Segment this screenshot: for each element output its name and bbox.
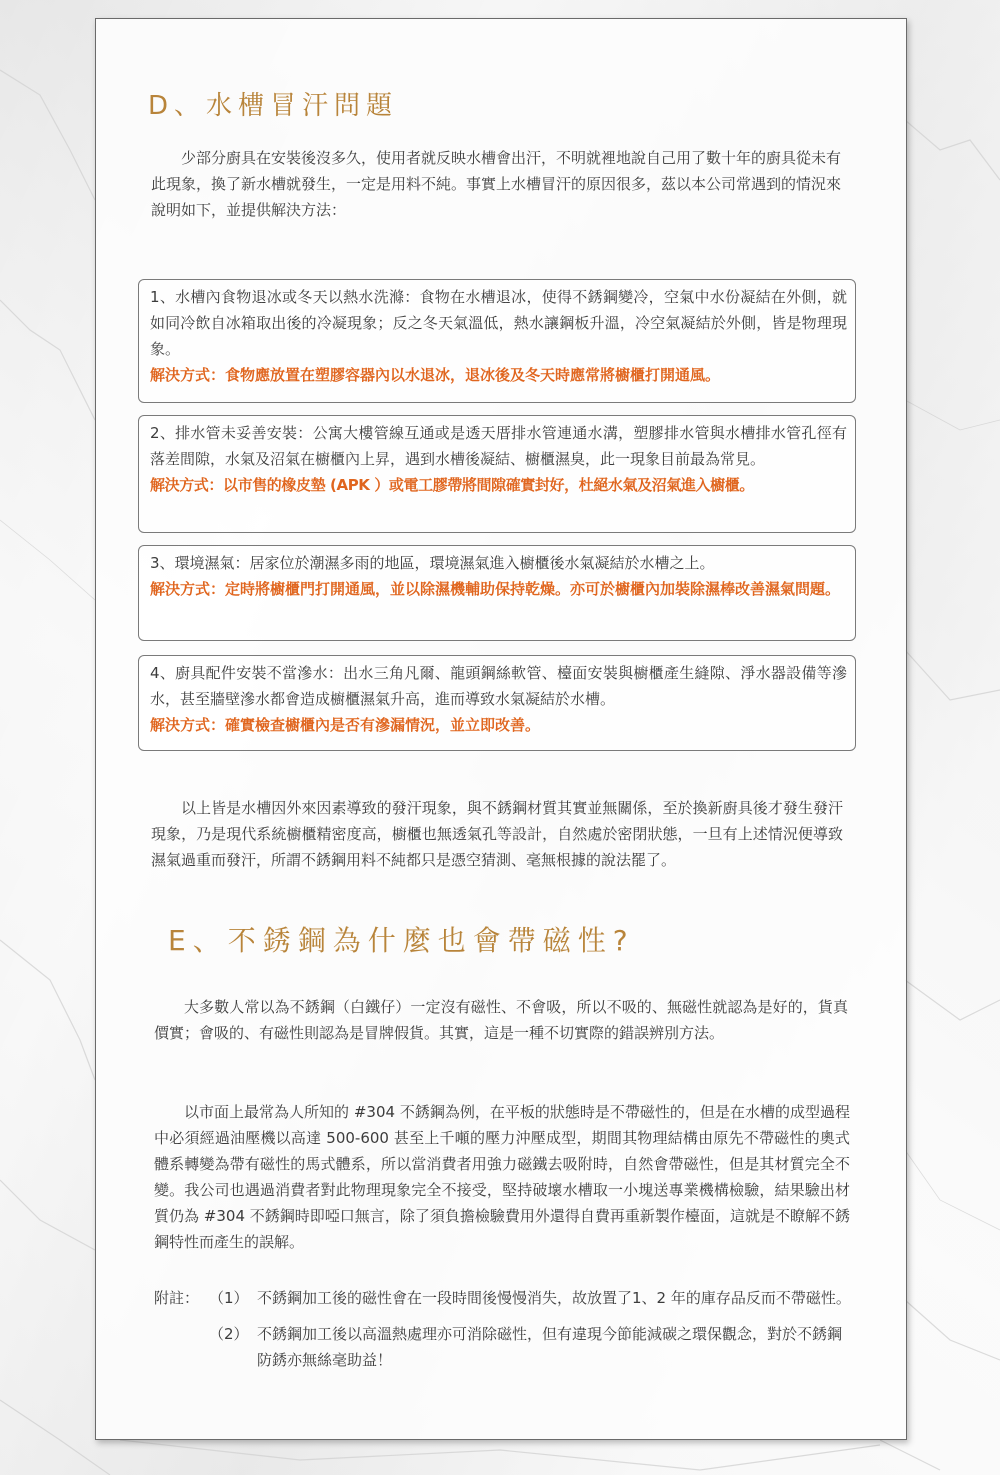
footnote-text: 不銹鋼加工後的磁性會在一段時間後慢慢消失，故放置了1、2 年的庫存品反而不帶磁性。 [257, 1289, 851, 1307]
footnote-label: 附註： [154, 1289, 200, 1307]
cause-text: 1、水槽內食物退冰或冬天以熱水洗滌：食物在水槽退冰，使得不銹鋼變冷，空氣中水份凝結在外側，就如同冷飲自冰箱取出後的冷凝現象；反之冬天氣溫低，熱水讓鋼板升溫，冷空氣凝結於外側，皆是物理現象。 [150, 288, 847, 358]
cause-box-2 [138, 415, 856, 533]
cause-solution: 解決方式：以市售的橡皮墊 (APK ）或電工膠帶將間隙確實封好，杜絕水氣及沼氣進入櫥櫃。 [150, 476, 754, 494]
footnote-item-1 [154, 1285, 854, 1311]
cause-text: 2、排水管未妥善安裝：公寓大樓管線互通或是透天厝排水管連通水溝，塑膠排水管與水槽排水管孔徑有落差間隙，水氣及沼氣在櫥櫃內上昇，遇到水槽後凝結、櫥櫃濕臭，此一現象目前最為常見。 [150, 424, 847, 468]
cause-solution: 解決方式：食物應放置在塑膠容器內以水退冰，退冰後及冬天時應常將櫥櫃打開通風。 [150, 366, 721, 384]
cause-solution: 解決方式：確實檢查櫥櫃內是否有滲漏情況，並立即改善。 [150, 716, 541, 734]
footnote-text: 不銹鋼加工後以高溫熱處理亦可消除磁性，但有違現今節能減碳之環保觀念，對於不銹鋼防銹亦無絲毫助益！ [257, 1325, 843, 1369]
cause-box-1 [138, 279, 856, 403]
cause-text: 4、廚具配件安裝不當滲水：出水三角凡爾、龍頭鋼絲軟管、檯面安裝與櫥櫃產生縫隙、淨水器設備等滲水，甚至牆壁滲水都會造成櫥櫃濕氣升高，進而導致水氣凝結於水槽。 [150, 664, 847, 708]
section-e-paragraph-2: 以市面上最常為人所知的 #304 不銹鋼為例，在平板的狀態時是不帶磁性的，但是在水槽的成型過程中必須經過油壓機以高達 500-600 甚至上千噸的壓力沖壓成型，期間其物理結構由原先不帶磁性的奧式體系轉變為帶有磁性的馬式體系，所以當消費者用強力磁鐵去吸附時，自然會帶磁性，但是其材質完全不變。我公司也遇過消費者對此物理現象完全不接受，堅持破壞水槽取一小塊送專業機構檢驗，結果驗出材質仍為 #304 不銹鋼時即啞口無言，除了須負擔檢驗費用外還得自費再重新製作檯面，這就是不瞭解不銹鋼特性而產生的誤解。 [154, 1103, 850, 1251]
footnote-item-2 [154, 1321, 854, 1373]
section-e-heading: E、不銹鋼為什麼也會帶磁性? [168, 924, 635, 957]
section-d-conclusion: 以上皆是水槽因外來因素導致的發汗現象，與不銹鋼材質其實並無關係，至於換新廚具後才發生發汗現象，乃是現代系統櫥櫃精密度高，櫥櫃也無透氣孔等設計，自然處於密閉狀態，一旦有上述情況便導致濕氣過重而發汗，所謂不銹鋼用料不純都只是憑空猜測、毫無根據的說法罷了。 [151, 799, 843, 869]
footnote [154, 1285, 854, 1373]
section-d-intro: 少部分廚具在安裝後沒多久，使用者就反映水槽會出汗，不明就裡地說自己用了數十年的廚具從未有此現象，換了新水槽就發生，一定是用料不純。事實上水槽冒汗的原因很多，茲以本公司常遇到的情況來說明如下，並提供解決方法： [151, 149, 842, 219]
footnote-number: （1） [209, 1289, 249, 1307]
section-e-paragraph-1: 大多數人常以為不銹鋼（白鐵仔）一定沒有磁性、不會吸，所以不吸的、無磁性就認為是好的，貨真價實；會吸的、有磁性則認為是冒牌假貨。其實，這是一種不切實際的錯誤辨別方法。 [154, 998, 848, 1042]
footnote-number: （2） [209, 1325, 249, 1343]
cause-box-3 [138, 545, 856, 641]
cause-box-4 [138, 655, 856, 751]
section-d-heading: D、水槽冒汗問題 [148, 91, 399, 121]
content-panel [95, 18, 907, 1440]
cause-text: 3、環境濕氣：居家位於潮濕多雨的地區，環境濕氣進入櫥櫃後水氣凝結於水槽之上。 [150, 554, 715, 572]
cause-solution: 解決方式：定時將櫥櫃門打開通風，並以除濕機輔助保持乾燥。亦可於櫥櫃內加裝除濕棒改善濕氣問題。 [150, 580, 841, 598]
